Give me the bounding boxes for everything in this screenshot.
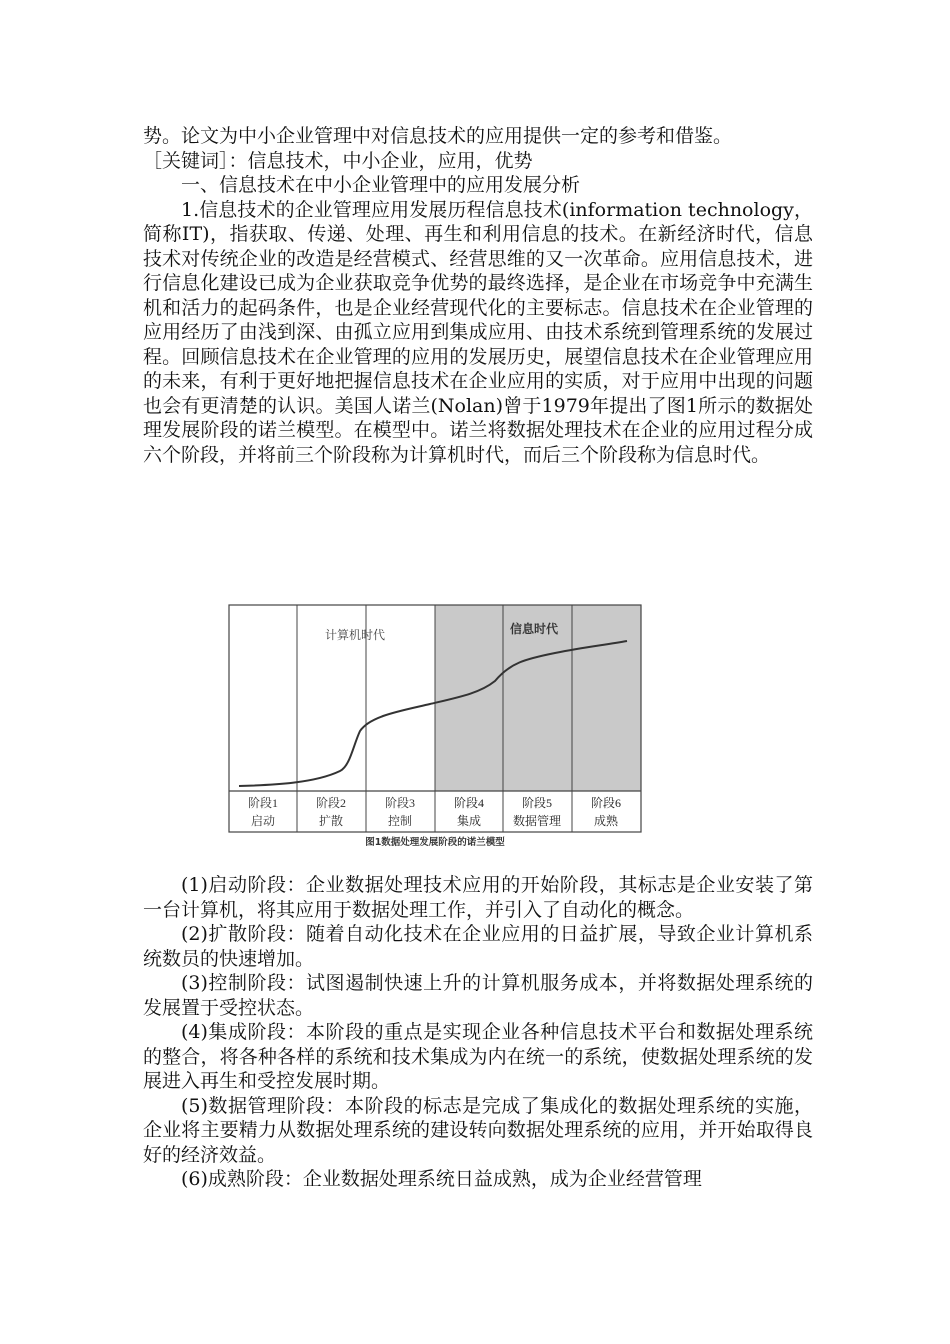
stage-5-name: 数据管理 — [512, 814, 562, 828]
keywords-line: ［关键词］：信息技术，中小企业，应用，优势 — [143, 149, 533, 172]
stage-4-name: 集成 — [456, 814, 482, 828]
stage-5-num: 阶段5 — [521, 796, 553, 810]
figure-caption: 图1数据处理发展阶段的诺兰模型 — [365, 837, 505, 848]
stage-6-num: 阶段6 — [590, 796, 622, 810]
stage-3-num: 阶段3 — [384, 796, 416, 810]
stage-3-paragraph: (3)控制阶段：试图遏制快速上升的计算机服务成本，并将数据处理系统的发展置于受控状态。 — [143, 972, 813, 1019]
stage-6-name: 成熟 — [593, 814, 619, 828]
stage-6-paragraph: (6)成熟阶段：企业数据处理系统日益成熟，成为企业经营管理 — [181, 1168, 702, 1190]
top-text-block — [143, 124, 813, 467]
stage-2-name: 扩散 — [318, 814, 344, 828]
section-heading: 一、信息技术在中小企业管理中的应用发展分析 — [181, 174, 581, 196]
era-computer-label: 计算机时代 — [325, 628, 386, 642]
paragraph-1: 1.信息技术的企业管理应用发展历程信息技术(information technology，简称IT)，指获取、传递、处理、再生和利用信息的技术。在新经济时代，信息技术对传统企业的改造是经营模式、经营思维的又一次革命。应用信息技术，进行信息化建设已成为企业获取竞争优势的最终选择，是企业在市场竞争中充满生机和活力的起码条件，也是企业经营现代化的主要标志。信息技术在企业管理的应用经历了由浅到深、由孤立应用到集成应用、由技术系统到管理系统的发展过程。回顾信息技术在企业管理的应用的发展历史，展望信息技术在企业管理应用的未来，有利于更好地把握信息技术在企业应用的实质，对于应用中出现的问题也会有更清楚的认识。美国人诺兰(Nolan)曾于1979年提出了图1所示的数据处理发展阶段的诺兰模型。在模型中。诺兰将数据处理技术在企业的应用过程分成六个阶段，并将前三个阶段称为计算机时代，而后三个阶段称为信息时代。 — [143, 198, 813, 466]
stage-5-paragraph: (5)数据管理阶段：本阶段的标志是完成了集成化的数据处理系统的实施，企业将主要精力从数据处理系统的建设转向数据处理系统的应用，并开始取得良好的经济效益。 — [143, 1094, 813, 1166]
stage-2-num: 阶段2 — [315, 796, 347, 810]
intro-text: 势。论文为中小企业管理中对信息技术的应用提供一定的参考和借鉴。 — [143, 125, 733, 147]
stage-2-paragraph: (2)扩散阶段：随着自动化技术在企业应用的日益扩展，导致企业计算机系统数员的快速增加。 — [143, 923, 813, 970]
nolan-model-figure — [225, 591, 645, 851]
stage-1-name: 启动 — [250, 814, 276, 828]
stage-4-paragraph: (4)集成阶段：本阶段的重点是实现企业各种信息技术平台和数据处理系统的整合，将各种各样的系统和技术集成为内在统一的系统，使数据处理系统的发展进入再生和受控发展时期。 — [143, 1021, 813, 1092]
stage-1-paragraph: (1)启动阶段：企业数据处理技术应用的开始阶段，其标志是企业安装了第一台计算机，将其应用于数据处理工作，并引入了自动化的概念。 — [143, 874, 813, 921]
stage-4-num: 阶段4 — [453, 796, 485, 810]
bottom-text-block — [143, 873, 813, 1192]
stage-1-num: 阶段1 — [247, 796, 279, 810]
stage-3-name: 控制 — [387, 814, 413, 828]
era-information-label: 信息时代 — [510, 622, 559, 636]
